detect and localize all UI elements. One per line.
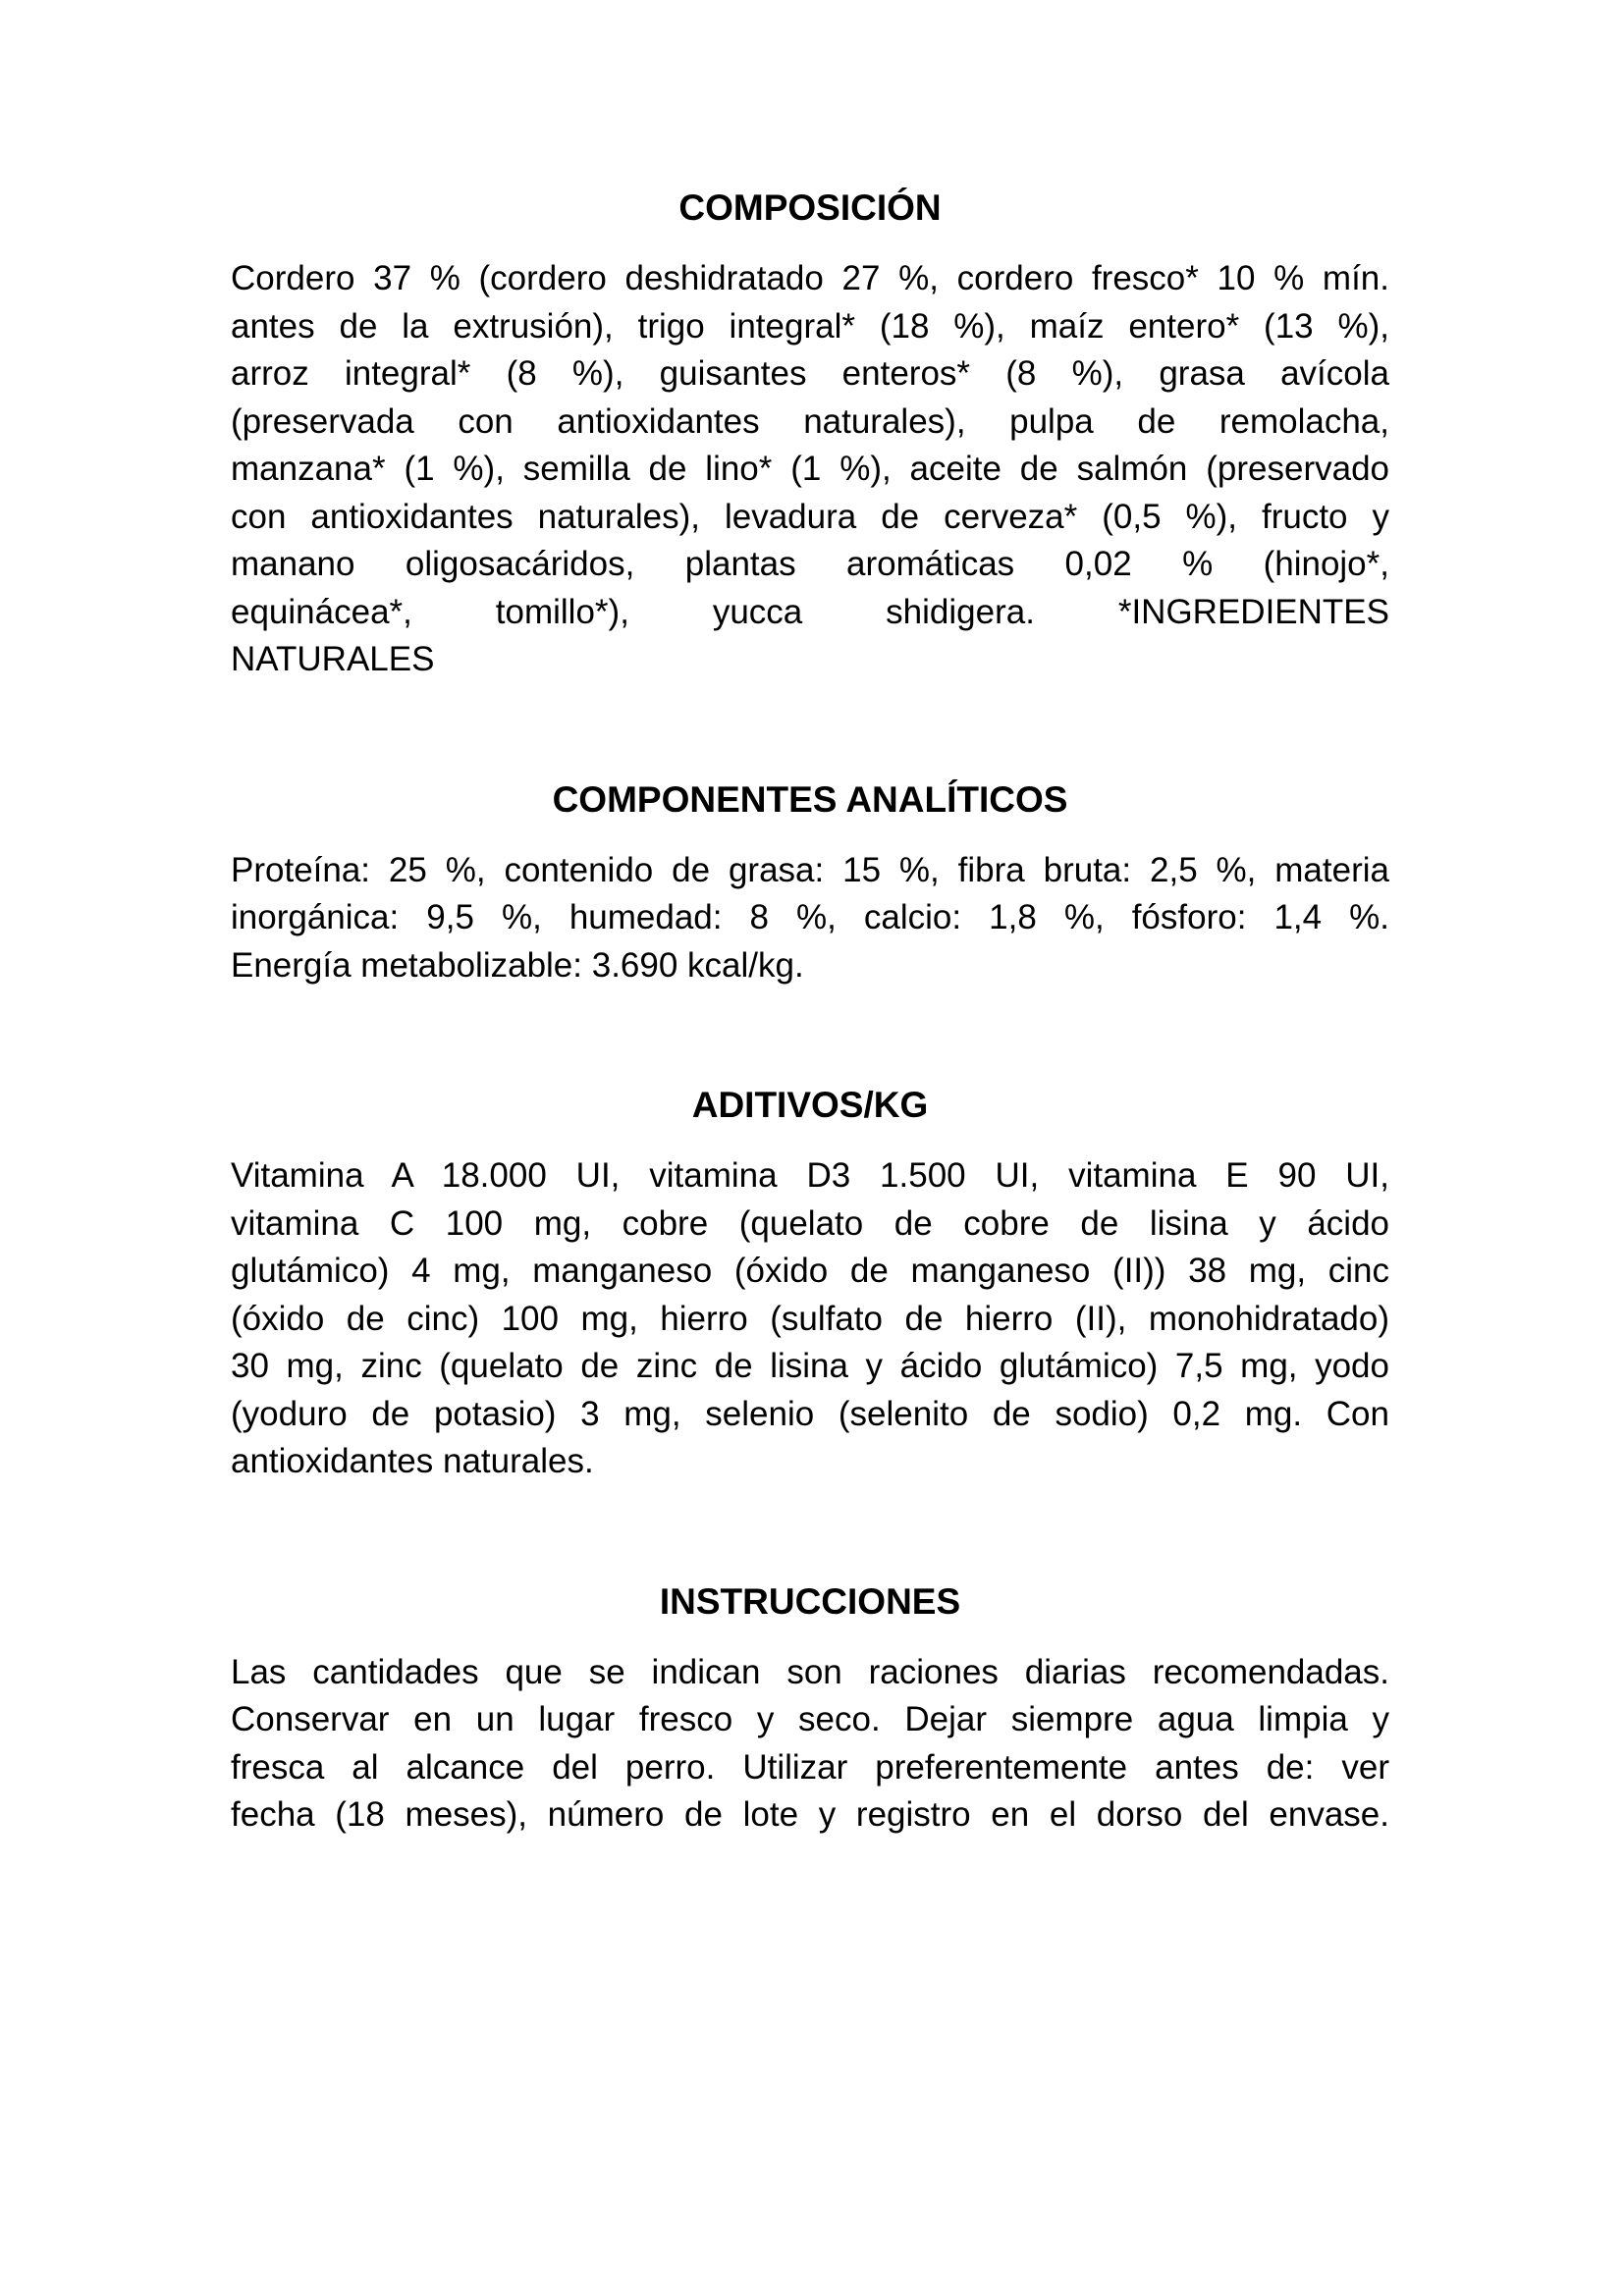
text-line: con antioxidantes naturales), levadura de cerveza* (0,5 %), fructo y	[231, 497, 1389, 536]
text-line: equinácea*, tomillo*), yucca shidigera. *INGREDIENTES	[231, 592, 1389, 631]
text-line: 30 mg, zinc (quelato de zinc de lisina y ácido glutámico) 7,5 mg, yodo	[231, 1347, 1389, 1385]
instructions-paragraph	[231, 1649, 1389, 1840]
text-line: (yoduro de potasio) 3 mg, selenio (selenito de sodio) 0,2 mg. Con	[231, 1394, 1389, 1433]
section-aditivos-kg	[231, 1082, 1389, 1486]
text-line: NATURALES	[231, 640, 435, 678]
section-componentes-analiticos	[231, 776, 1389, 990]
text-line: Energía metabolizable: 3.690 kcal/kg.	[231, 945, 804, 985]
additives-paragraph	[231, 1152, 1389, 1486]
text-line: glutámico) 4 mg, manganeso (óxido de manganeso (II)) 38 mg, cinc	[231, 1252, 1389, 1290]
text-line: antes de la extrusión), trigo integral* (18 %), maíz entero* (13 %),	[231, 306, 1389, 346]
text-line: Cordero 37 % (cordero deshidratado 27 %, cordero fresco* 10 % mín.	[231, 259, 1389, 297]
text-line: Vitamina A 18.000 UI, vitamina D3 1.500 UI, vitamina E 90 UI,	[231, 1156, 1389, 1195]
section-title: ADITIVOS/KG	[691, 1085, 929, 1125]
text-line: Proteína: 25 %, contenido de grasa: 15 %, fibra bruta: 2,5 %, materia	[231, 850, 1389, 889]
analytical-components-paragraph	[231, 847, 1389, 990]
text-line: manano oligosacáridos, plantas aromáticas 0,02 % (hinojo*,	[231, 545, 1389, 583]
text-line: arroz integral* (8 %), guisantes enteros* (8 %), grasa avícola	[231, 354, 1389, 393]
section-title: INSTRUCCIONES	[659, 1580, 961, 1622]
text-line: (óxido de cinc) 100 mg, hierro (sulfato de hierro (II), monohidratado)	[231, 1299, 1389, 1338]
text-line: (preservada con antioxidantes naturales), pulpa de remolacha,	[231, 401, 1389, 441]
text-line: Conservar en un lugar fresco y seco. Dejar siempre agua limpia y	[231, 1700, 1389, 1738]
text-line: vitamina C 100 mg, cobre (quelato de cobre de lisina y ácido	[231, 1203, 1389, 1243]
text-line: Las cantidades que se indican son raciones diarias recomendadas.	[231, 1652, 1389, 1691]
section-title: COMPOSICIÓN	[678, 187, 942, 228]
text-line: manzana* (1 %), semilla de lino* (1 %), aceite de salmón (preservado	[231, 450, 1389, 488]
section-composicion	[231, 185, 1389, 684]
composition-paragraph	[231, 255, 1389, 684]
text-line: antioxidantes naturales.	[231, 1442, 594, 1480]
text-line: inorgánica: 9,5 %, humedad: 8 %, calcio: 1,8 %, fósforo: 1,4 %.	[231, 898, 1389, 936]
text-line: fecha (18 meses), número de lote y registro en el dorso del envase.	[231, 1795, 1389, 1834]
section-instrucciones	[231, 1578, 1389, 1840]
section-title: COMPONENTES ANALÍTICOS	[552, 778, 1068, 820]
text-line: fresca al alcance del perro. Utilizar preferentemente antes de: ver	[231, 1747, 1389, 1787]
